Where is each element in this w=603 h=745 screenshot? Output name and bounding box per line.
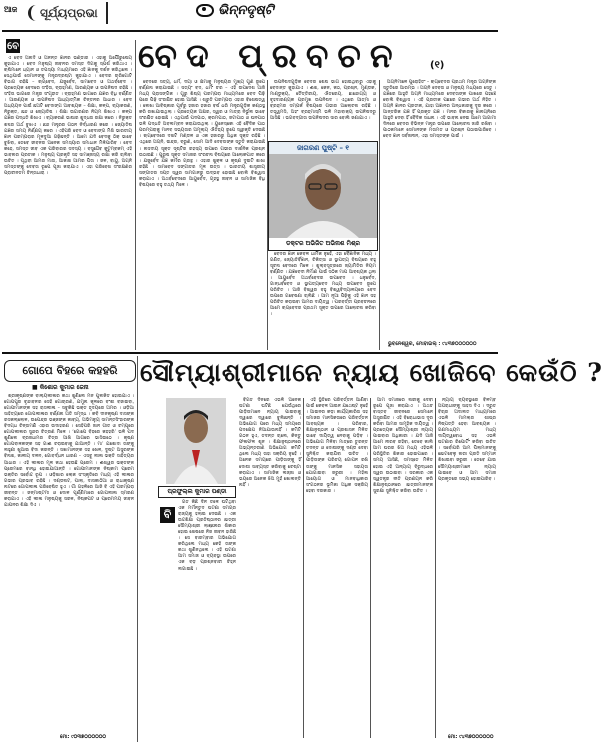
article-column-4 xyxy=(270,252,376,348)
date-tag: ଆଜ xyxy=(4,5,18,14)
side-column-byline: ■ କିଶୋର କୁମାର ଜେନା xyxy=(32,384,89,391)
article-text: ଅଗ୍ନିମୀଳେ ପୁରୋହିତଂ – ଋଗ୍ବେଦର ପ୍ରଥମ ମନ୍ତ୍ର ଅଗ୍ନିଙ୍କ ସ୍ତୁତିରେ ଆରମ୍ଭ । ଅଗ୍ନି ଦେବତା ଓ ମନୁଷ୍ୟ ମଧ୍ୟରେ ସେତୁ । ଯଜ୍ଞରେ ଆହୁତି ଅଗ୍ନି ମାଧ୍ୟମରେ ଦେବତାଙ୍କ ପାଖରେ ପହଞ୍ଚେ ବୋଲି ବିଶ୍ୱାସ । ଏହି ପ୍ରତୀକ ପଛରେ ଗଭୀର ଅର୍ଥ ନିହିତ । ଅଗ୍ନି ଜ୍ଞାନର ପ୍ରତୀକ, ଯାହା ଅଜ୍ଞାନର ଅନ୍ଧକାରକୁ ଦୂର କରେ । ଆନ୍ତରିକ ଯଜ୍ଞ ହିଁ ପ୍ରକୃତ ଯଜ୍ଞ । ମନର ବିକାରକୁ ଜ୍ଞାନାଗ୍ନିରେ ଆହୁତି ଦେବା ହିଁ ବୈଦିକ ସାଧନା । ଏହି ଭାବନା ନେଇ ଆମେ ଆଗାମୀ ଦିନରେ ବେଦର ବିଭିନ୍ନ ମନ୍ତ୍ର ଉପରେ ଆଲୋଚନା ଜାରି ରଖିବା । ପାଠକମାନେ ସେମାନଙ୍କ ମତାମତ ଓ ପ୍ରଶ୍ନ ପଠାଇପାରିବେ । ବେଦ ଜ୍ଞାନ ସର୍ବଜନୀନ, ଏହା ସମସ୍ତଙ୍କ ପାଇଁ । xyxy=(383,80,496,140)
side-column-heading: ଗୋପେ ବିହରେ କହହରି xyxy=(4,360,136,382)
main-column-a xyxy=(178,500,236,736)
article-text: ବେଦର ଜ୍ଞାନ କେବଳ ଧାର୍ମିକ ନୁହେଁ, ଏହା ବୈଜ୍ଞାନିକ ମଧ୍ୟ । ଗଣିତ, ଜ୍ୟୋତିର୍ବିଜ୍ଞାନ, ଚିକିତ୍ସା ଓ ସ୍ଥାପତ୍ୟ ବିଷୟରେ ବହୁ ସୂଚନା ବେଦରେ ମିଳେ । ଶୁଲ୍ବସୂତ୍ରରେ ଜ୍ୟାମିତିର ନିୟମ ବର୍ଣ୍ଣିତ । ଯଜ୍ଞବେଦୀ ନିର୍ମାଣ ପାଇଁ ସଠିକ ମାପ ଆବଶ୍ୟକ ଥିଲା । ଆୟୁର୍ବେଦ ଅଥର୍ବବେଦର ଉପବେଦ । ଧନୁର୍ବେଦ, ଗାନ୍ଧର୍ବବେଦ ଓ ସ୍ଥାପତ୍ୟବେଦ ମଧ୍ୟ ଉପବେଦ ରୂପେ ପରିଚିତ । ଆଜି ବିଶ୍ୱର ବହୁ ବିଶ୍ୱବିଦ୍ୟାଳୟରେ ବେଦ ଉପରେ ଗବେଷଣା ଚାଲିଛି । ଆମ ନୂଆ ପିଢ଼ିକୁ ଏହି ଜ୍ଞାନ ସହ ପରିଚିତ କରାଇବା ଆମର ଦାୟିତ୍ୱ । ପରବର୍ତ୍ତୀ ପ୍ରବଚନରେ ଆମେ ଋଗ୍ବେଦର ପ୍ରଥମ ସୂକ୍ତ ଉପରେ ଆଲୋଚନା କରିବା । xyxy=(270,252,376,318)
column-divider xyxy=(370,398,371,738)
column-divider xyxy=(303,398,304,738)
section-tag xyxy=(196,3,274,18)
date-line: ଭୁବନେଶ୍ୱର, ମୋବାଇଲ୍ : ୯୪୩୭୦୦୦୦୦୦ xyxy=(388,341,477,347)
series-dropcap: ବେ xyxy=(7,40,19,52)
article-column-2 xyxy=(139,80,265,348)
author-photo xyxy=(269,154,377,238)
section-rule xyxy=(2,352,498,354)
article-column-3 xyxy=(270,80,376,138)
author-box xyxy=(268,141,378,251)
main-headline: ସୌମ୍ୟାଶ୍ରୀମାନେ ନ୍ୟାୟ ଖୋଜିବେ କେଉଁଠି ? xyxy=(140,358,603,387)
series-title: ବେଦ ପ୍ରବଚନ xyxy=(138,36,402,75)
eye-icon xyxy=(196,4,214,17)
main-column-d xyxy=(373,398,433,736)
column-divider xyxy=(435,398,436,738)
paper-name: ସୂର୍ଯ୍ୟପ୍ରଭା xyxy=(40,5,98,20)
author-portrait-icon xyxy=(269,154,377,238)
article-text: ନ୍ୟାୟ ବ୍ୟବସ୍ଥାରେ ବିଳମ୍ବ ଅପରାଧୀଙ୍କୁ ସାହସ ଦିଏ । ଦ୍ରୁତ ବିଚାର ଅଦାଲତ ମାଧ୍ୟମରେ ଏଭଳି ମାମଲାର ଶୀଘ୍ର ନିଷ୍ପତ୍ତି ହେବା ଆବଶ୍ୟକ । ଗଣମାଧ୍ୟମ ମଧ୍ୟ ଦାୟିତ୍ୱବୋଧ ସହ ଏଭଳି ଘଟଣାର ରିପୋର୍ଟିଂ କରିବା ଉଚିତ । ସର୍ବୋପରି ଆମ ପିଲାମାନଙ୍କୁ ଛୋଟବେଳୁ ନାରୀ ପ୍ରତି ସମ୍ମାନ ଶିଖାଇବା ଜରୁରୀ । ତେବେ ଯାଇ ସୌମ୍ୟାଶ୍ରୀମାନେ ନ୍ୟାୟ ପାଇବେ ଓ ଆମ ସମାଜ ପ୍ରକୃତରେ ସଭ୍ୟ ହୋଇପାରିବ । xyxy=(438,398,496,482)
column-divider xyxy=(137,356,138,742)
article-spacer xyxy=(141,398,161,498)
main-column-b xyxy=(239,398,301,736)
article-column-1 xyxy=(4,56,132,348)
article-text: ଶ୍ରୀକୃଷ୍ଣଙ୍କ ବାଲ୍ୟଲୀଳାର କଥା ଶୁଣିଲେ ମନ ପୁଲକିତ ହୋଇଯାଏ । ଗୋପପୁର ବୃନ୍ଦାବନର ସେହି ଗୋଚାରଣ, ଯମୁନା କୂଳରେ ବଂଶୀ ବଜାଇବା, ଗୋପୀମାନଙ୍କ ସହ ରାସଲୀଳା – ସବୁକିଛି ଭକ୍ତ ହୃଦୟରେ ଅମର । ଓଡ଼ିଆ ସାହିତ୍ୟରେ ଗୋପଲୀଳାର ବର୍ଣ୍ଣନା ଅତି ସମୃଦ୍ଧ । କବି ଦୀନକୃଷ୍ଣ ଦାସଙ୍କ ରସକଲ୍ଲୋଳ, ଉପେନ୍ଦ୍ର ଭଞ୍ଜଙ୍କ କାବ୍ୟ, ଅଭିମନ୍ୟୁ ସାମନ୍ତସିଂହାରଙ୍କ ବିଦଗ୍ଧ ଚିନ୍ତାମଣି ଏହାର ଉଦାହରଣ । ସେହିପରି ଜାନ ଗୀତ ଓ ଚମ୍ପୂରେ ଗୋପଲୀଳାର ସୁନ୍ଦର ଚିତ୍ରଣ ମିଳେ । ‘ଗୋପେ ବିହରେ କହହରି’ ଭଳି ପଦ ଶୁଣିଲେ ବ୍ରଜଧାମର ଚିତ୍ର ଆଖି ଆଗରେ ଭାସିଉଠେ । କୃଷ୍ଣ ଗୋପବାଳକଙ୍କ ସହ ଗାଈ ଚରାଇବାକୁ ଯାଆନ୍ତି । ମା’ ଯଶୋଦା ତାଙ୍କୁ ଲହୁଣୀ ଖୁଆଇ ବିଦା କରନ୍ତି । ସଖାମାନଙ୍କ ସହ ଖେଳ, ଦୁଷ୍ଟ ଅସୁରଙ୍କ ବିନାଶ, କାଳୀୟ ଦଳନ, ଗୋବର୍ଦ୍ଧନ ଧାରଣ – ଏସବୁ ଲୀଳା ଭକ୍ତି ସାହିତ୍ୟର ଆଧାର । ଏହି ଲୀଳାର ମୂଳ କଥା ହେଉଛି ପ୍ରେମ । ଈଶ୍ୱର ଭକ୍ତଙ୍କ ପ୍ରେମରେ ବାନ୍ଧି ହୋଇଯାଆନ୍ତି । ଗୋପୀମାନଙ୍କ ନିଷ୍କାମ ପ୍ରେମ ଭକ୍ତିର ସର୍ବୋଚ୍ଚ ରୂପ । ଓଡ଼ିଶାର ଲୋକ ସଂସ୍କୃତିରେ ମଧ୍ୟ ଏହି ଲୀଳାର ଗଭୀର ପ୍ରଭାବ ରହିଛି । ଦଣ୍ଡନାଟ, ପାଲା, ଦାସକାଠିଆ ଓ ରାଧାକୃଷ୍ଣ ନାଟରେ ଗୋପଲୀଳା ପରିବେଷିତ ହୁଏ । ଗାଁ ଗହଳିରେ ଆଜି ବି ଏହି ପରମ୍ପରା ଜୀବନ୍ତ । ଜନ୍ମାଷ୍ଟମୀ ଓ ଦୋଳ ପୂର୍ଣ୍ଣିମାରେ ଗୋପଲୀଳା ସ୍ମରଣ କରାଯାଏ । ଏହି ଲୀଳା ମନୁଷ୍ୟକୁ ସରଳ, ନିଷ୍କପଟ ଓ ପ୍ରେମମୟ ଜୀବନ ଯାପନର ଶିକ୍ଷା ଦିଏ । xyxy=(4,394,134,508)
article-text: ଗତ କିଛି ଦିନ ତଳେ ଘଟିଥିବା ଏକ ମର୍ମନ୍ତୁଦ ଘଟଣା ସମଗ୍ର ରାଜ୍ୟକୁ ହଲାଇ ଦେଇଛି । ଏକ ଉଚ୍ଚଶିକ୍ଷା ପ୍ରତିଷ୍ଠାନର ଛାତ୍ରୀ ସୌମ୍ୟାଶ୍ରୀ ଲାଞ୍ଛନାର ଶିକାର ହୋଇ ଶେଷରେ ନିଜ ଜୀବନ ହାରିଛି । ସେ ବାରମ୍ବାର ଅଭିଯୋଗ କରିଥିଲେ ମଧ୍ୟ କେହି ତାଙ୍କ କଥା ଶୁଣିନଥିଲେ । ଏହି ଘଟଣା ଆମ ସମାଜ ଓ ବ୍ୟବସ୍ଥା ଉପରେ ଏକ ବଡ଼ ପ୍ରଶ୍ନବାଚୀ ଚିହ୍ନ ଲଗାଇଛି । xyxy=(178,500,236,572)
article-text: ଉପନିଷଦଗୁଡ଼ିକ ବେଦର ଶେଷ ଭାଗ ହୋଇଥିବାରୁ ଏହାକୁ ବେଦାନ୍ତ କୁହାଯାଏ । ଈଶ, କେନ, କଠ, ପ୍ରଶ୍ନ, ମୁଣ୍ଡକ, ମାଣ୍ଡୁକ୍ୟ, ତୈତ୍ତିରୀୟ, ଐତରେୟ, ଛାନ୍ଦୋଗ୍ୟ ଓ ବୃହଦାରଣ୍ୟକ ପ୍ରମୁଖ ଉପନିଷଦ । ଏଥିରେ ଆତ୍ମା ଓ ବ୍ରହ୍ମର ସମ୍ପର୍କ ବିଷୟରେ ଗଭୀର ଆଲୋଚନା ରହିଛି । ତତ୍ତ୍ୱମସି, ଅହଂ ବ୍ରହ୍ମାସ୍ମି ଭଳି ମହାବାକ୍ୟ ଉପନିଷଦରୁ ଆସିଛି । ଭଗବଦ୍ଗୀତା ଉପନିଷଦର ସାର ବୋଲି ଜଣାଯାଏ । xyxy=(270,80,376,122)
article-column-5 xyxy=(383,80,496,338)
masthead-rule xyxy=(2,30,498,32)
author-caption: ଡକ୍ଟର ଅଭିଜିତ ଅଭିନାଶ ମିଶ୍ର xyxy=(269,238,377,250)
paper-logo xyxy=(28,2,108,24)
article-text: ବିଗତ ଦିନରେ ଏଭଳି ଅନେକ ଘଟଣା ଘଟିଛି ଯେଉଁଥିରେ ପୀଡ଼ିତାମାନେ ନ୍ୟାୟ ପାଇବାକୁ ଦ୍ୱାରେ ଦ୍ୱାରେ ବୁଲିଛନ୍ତି । ଅଭିଯୋଗ ପରେ ମଧ୍ୟ ସମୟରେ ପଦକ୍ଷେପ ନିଆଯାଉନାହିଁ । କମିଟି ଗଠନ ହୁଏ, ତଦନ୍ତ ଚାଲେ, କିନ୍ତୁ ଫଳାଫଳ ଶୂନ । ଶିକ୍ଷାନୁଷ୍ଠାନରେ ଅଭ୍ୟନ୍ତରୀଣ ଅଭିଯୋଗ କମିଟି ଥିଲେ ମଧ୍ୟ ତାହା ସକ୍ରିୟ ନୁହେଁ । ଅନେକ ସମୟରେ ପୀଡ଼ିତାଙ୍କୁ ହିଁ ଦୋଷୀ ସାବ୍ୟସ୍ତ କରିବାକୁ ଚେଷ୍ଟା କରାଯାଏ । ସାମାଜିକ ଲଜ୍ଜା ଓ ଭୟରେ ଅନେକ ଝିଅ ମୁହଁ ଖୋଲନ୍ତି ନାହିଁ । xyxy=(239,398,301,488)
section-name: ଭିନ୍ନଦୃଷ୍ଟି xyxy=(218,3,274,18)
article-text: ଆମ ସମାଜରେ ନାରୀକୁ ଦେବୀ ରୂପେ ପୂଜା କରାଯାଏ । ଅଥଚ ବାସ୍ତବ ଜୀବନରେ ସେମାନେ ଅସୁରକ୍ଷିତ । ଏହି ବିରୋଧାଭାସ ଦୂର କରିବା ଆମର ସାମୂହିକ ଦାୟିତ୍ୱ । ପ୍ରତ୍ୟେକ ସୌମ୍ୟାଶ୍ରୀ ନ୍ୟାୟ ପାଇବାର ଅଧିକାରୀ । ଯଦି ଆଜି ଆମେ ନୀରବ ରହିବା, ତେବେ କାଲି ଆମ ଘରର ଝିଅ ମଧ୍ୟ ଏହିଭଳି ପରିସ୍ଥିତିର ଶିକାର ହୋଇପାରେ । ସମୟ ଆସିଛି, ସମସ୍ତେ ମିଳିତ ହୋଇ ଏହି ଅନ୍ୟାୟ ବିରୁଦ୍ଧରେ ସ୍ୱର ଉଠାଇବା । ସରକାର ଏକ ସ୍ୱତନ୍ତ୍ର ନୀତି ପ୍ରଣୟନ କରି ଶିକ୍ଷାନୁଷ୍ଠାନରେ ଛାତ୍ରୀମାନଙ୍କ ସୁରକ୍ଷା ସୁନିଶ୍ଚିତ କରିବା ଉଚିତ । xyxy=(373,398,433,494)
writer-caption: ପ୍ରଫୁଲ୍ଲ କୁମାର ପଣ୍ଡା xyxy=(158,486,236,498)
main-article-contact: ମୋ: ୯୪୩୭୦୦୦୦୦୦ xyxy=(448,734,494,740)
logo-swoosh-icon xyxy=(28,5,41,21)
series-number: (୧) xyxy=(430,60,445,71)
writer-photo xyxy=(166,398,226,484)
article-text: ଏ ବେଦ ଅନାଦି ଓ ଅନନ୍ତ ଜ୍ଞାନର ଭଣ୍ଡାର । ଏହାକୁ ଅପୌରୁଷେୟ କୁହାଯାଏ । ବେଦ ମନୁଷ୍ୟ ଜୀବନର ସମସ୍ତ ଦିଗକୁ ସ୍ପର୍ଶ କରିଥାଏ । ଋଷିମାନେ ଧ୍ୟାନ ଓ ତପସ୍ୟା ମାଧ୍ୟମରେ ଏହି ଜ୍ଞାନକୁ ଦର୍ଶନ କରିଥିଲେ । ସେଥିପାଇଁ ସେମାନଙ୍କୁ ମନ୍ତ୍ରଦ୍ରଷ୍ଟା କୁହାଯାଏ । ବେଦର ଚାରିଗୋଟି ବିଭାଗ ରହିଛି – ଋଗ୍ବେଦ, ଯଜୁର୍ବେଦ, ସାମବେଦ ଓ ଅଥର୍ବବେଦ । ପ୍ରତ୍ୟେକ ବେଦରେ ସଂହିତା, ବ୍ରାହ୍ମଣ, ଆରଣ୍ୟକ ଓ ଉପନିଷଦ ରହିଛି । ସଂହିତା ଭାଗରେ ମନ୍ତ୍ର ସଂଗୃହୀତ । ବ୍ରାହ୍ମଣ ଭାଗରେ ଯଜ୍ଞର ବିଧି ବର୍ଣ୍ଣିତ । ଆରଣ୍ୟକ ଓ ଉପନିଷଦ ଆଧ୍ୟାତ୍ମିକ ଚିନ୍ତନର ଆଧାର । ବେଦ ଅଧ୍ୟୟନ ପାଇଁ ଛଅଟି ବେଦାଙ୍ଗ ଆବଶ୍ୟକ – ଶିକ୍ଷା, କଳ୍ପ, ବ୍ୟାକରଣ, ନିରୁକ୍ତ, ଛନ୍ଦ ଓ ଜ୍ୟୋତିଷ । ଶିକ୍ଷା ଉଚ୍ଚାରଣର ନିୟମ ଶିଖାଏ । କଳ୍ପ ଯଜ୍ଞର ପଦ୍ଧତି ଶିଖାଏ । ବ୍ୟାକରଣ ଭାଷାର ଶୁଦ୍ଧତା ରକ୍ଷା କରେ । ନିରୁକ୍ତ ଶବ୍ଦର ଅର୍ଥ ବୁଝାଏ । ଛନ୍ଦ ମନ୍ତ୍ରର ଗଠନ ନିର୍ଦ୍ଧାରଣ କରେ । ଜ୍ୟୋତିଷ ଯଜ୍ଞର ସମୟ ନିର୍ଣ୍ଣୟ କରେ । ଏହିପରି ବେଦ ଓ ବେଦାଙ୍ଗ ମିଶି ଭାରତୀୟ ଜ୍ଞାନ ପରମ୍ପରାର ମୂଳଦୁଆ ଗଢ଼ିଛନ୍ତି । ଆମେ ଯଦି ବେଦକୁ ଠିକ୍ ଭାବେ ବୁଝିବା, ତେବେ ଜୀବନର ଅନେକ ସମସ୍ୟାର ସମାଧାନ ମିଳିପାରିବ । ବେଦ କହେ, ସମସ୍ତ ଜୀବ ଏକ ପରିବାରର ସଦସ୍ୟ । ବସୁଧୈବ କୁଟୁମ୍ବକମ୍ ଏହି ଭାବନାର ପ୍ରତୀକ । ମନୁଷ୍ୟ ପ୍ରକୃତି ସହ ସାମଞ୍ଜସ୍ୟ ରକ୍ଷା କରି ଚାଲିବା ଉଚିତ । ପୃଥିବୀ ଆମର ମାତା, ଆକାଶ ଆମର ପିତା । ଜଳ, ବାୟୁ, ଅଗ୍ନି ସମସ୍ତଙ୍କୁ ଦେବତା ରୂପେ ପୂଜା କରାଯାଏ । ଏହା ପରିବେଶ ସଂରକ୍ଷଣର ପ୍ରାଚୀନତମ ଚିନ୍ତାଧାରା । xyxy=(4,56,132,176)
writer-portrait-icon xyxy=(166,398,226,484)
article-text: ବେଦରେ ସତ୍ୟ, ଧର୍ମ, ଦୟା ଓ କ୍ଷମାକୁ ମନୁଷ୍ୟର ମୁଖ୍ୟ ଗୁଣ ରୂପେ ବର୍ଣ୍ଣନା କରାଯାଇଛି । ସତ୍ୟଂ ବଦ, ଧର୍ମଂ ଚର – ଏହି ଉପଦେଶ ଆଜି ମଧ୍ୟ ପ୍ରାସଙ୍ଗିକ । ଗୁରୁ ଶିଷ୍ୟ ପରମ୍ପରା ମାଧ୍ୟମରେ ବେଦ ପିଢ଼ି ପରେ ପିଢ଼ି ସଂରକ୍ଷିତ ହୋଇ ଆସିଛି । ଶ୍ରୁତି ପରମ୍ପରା ଏହାର ବିଶେଷତ୍ୱ । ଲେଖା ଆବିଷ୍କାର ପୂର୍ବରୁ ହଜାର ହଜାର ବର୍ଷ ଧରି ମନ୍ତ୍ରଗୁଡ଼ିକ କଣ୍ଠସ୍ଥ କରି ରଖାଯାଇଥିଲା । ପ୍ରତ୍ୟେକ ଅକ୍ଷର, ସ୍ୱର ଓ ମାତ୍ରା ନିର୍ଭୁଲ ଭାବେ ସଂରକ୍ଷିତ ହୋଇଛି । ଏଥିପାଇଁ ପଦପାଠ, କ୍ରମପାଠ, ଜଟାପାଠ ଓ ଘନପାଠ ଭଳି ପଦ୍ଧତି ଅବଲମ୍ବନ କରାଯାଉଥିଲା । ୟୁନେସ୍କୋ ଏହି ବୈଦିକ ପାଠ ପରମ୍ପରାକୁ ମାନବ ସଭ୍ୟତାର ଅମୂଲ୍ୟ ଐତିହ୍ୟ ରୂପେ ସ୍ୱୀକୃତି ଦେଇଛି । ଋଗ୍ବେଦରେ ଦଶଟି ମଣ୍ଡଳ ଓ ଏକ ହଜାରରୁ ଅଧିକ ସୂକ୍ତ ରହିଛି । ଏଥିରେ ଅଗ୍ନି, ଇନ୍ଦ୍ର, ବରୁଣ, ସୋମ ଆଦି ଦେବତାଙ୍କ ସ୍ତୁତି କରାଯାଇଛି । ନାସଦୀୟ ସୂକ୍ତ ସୃଷ୍ଟିର ରହସ୍ୟ ଉପରେ ଗଭୀର ଦାର୍ଶନିକ ପ୍ରଶ୍ନ ଉଠାଇଛି । ପୁରୁଷ ସୂକ୍ତ ସମାଜର ସଂରଚନା ବିଷୟରେ ଆଲୋକପାତ କରେ । ଯଜୁର୍ବେଦ ଯଜ୍ଞ କର୍ମର ଗ୍ରନ୍ଥ । ଏହାର ଶୁକ୍ଳ ଓ କୃଷ୍ଣ ଦୁଇଟି ଶାଖା ରହିଛି । ସାମବେଦ ସଙ୍ଗୀତର ମୂଳ ଉତ୍ସ । ଭାରତୀୟ ଶାସ୍ତ୍ରୀୟ ସଙ୍ଗୀତର ସପ୍ତ ସ୍ୱର ସାମଗାନରୁ ଉଦ୍ଭବ ହୋଇଛି ବୋଲି ବିଶ୍ୱାସ କରାଯାଏ । ଅଥର୍ବବେଦରେ ଆୟୁର୍ବେଦ, ଗୃହସ୍ଥ ଜୀବନ ଓ ସାମାଜିକ ବିଧି ବିଷୟରେ ବହୁ ତଥ୍ୟ ମିଳେ । xyxy=(139,80,265,188)
main-dropcap: ବି xyxy=(160,507,175,523)
article-text: ଏହି ସ୍ଥିତିରେ ପରିବର୍ତ୍ତନ ଆଣିବା ପାଇଁ କେବଳ ଆଇନ ଯଥେଷ୍ଟ ନୁହେଁ । ଆଇନର କଡ଼ା କାର୍ଯ୍ୟକାରିତା ସହ ସମାଜର ମାନସିକତାରେ ପରିବର୍ତ୍ତନ ଆବଶ୍ୟକ । ପରିବାର, ଶିକ୍ଷାନୁଷ୍ଠାନ ଓ ପ୍ରଶାସନ ମିଳିତ ଭାବେ ଦାୟିତ୍ୱ ନେବାକୁ ପଡ଼ିବ । ଅଭିଯୋଗ ମିଳିବା ମାତ୍ରେ ତୁରନ୍ତ ତଦନ୍ତ ଓ ଦୋଷୀଙ୍କୁ ଦଣ୍ଡ ଦେବା ସୁନିଶ୍ଚିତ କରାଯିବା ଉଚିତ । ପୀଡ଼ିତାଙ୍କ ପରିଚୟ ଗୋପନ ରଖି ତାଙ୍କୁ ମାନସିକ ସହାୟତା ଯୋଗାଇବା ଜରୁରୀ । ମହିଳା ଆୟୋଗ ଓ ମାନବାଧିକାର ସଂଗଠନର ଭୂମିକା ଅଧିକ ସକ୍ରିୟ ହେବା ଦରକାର । xyxy=(306,398,368,494)
side-column-body xyxy=(4,394,134,730)
column-divider xyxy=(379,80,380,350)
column-divider xyxy=(135,40,136,350)
side-column-contact: ମୋ: ୯୦୩୭୦୦୦୦୦୦ xyxy=(60,734,106,740)
main-column-e xyxy=(438,398,496,728)
main-column-c xyxy=(306,398,368,736)
author-banner: ଜାଗରଣ ପୁଷ୍ଟି – ୧ xyxy=(269,142,377,154)
